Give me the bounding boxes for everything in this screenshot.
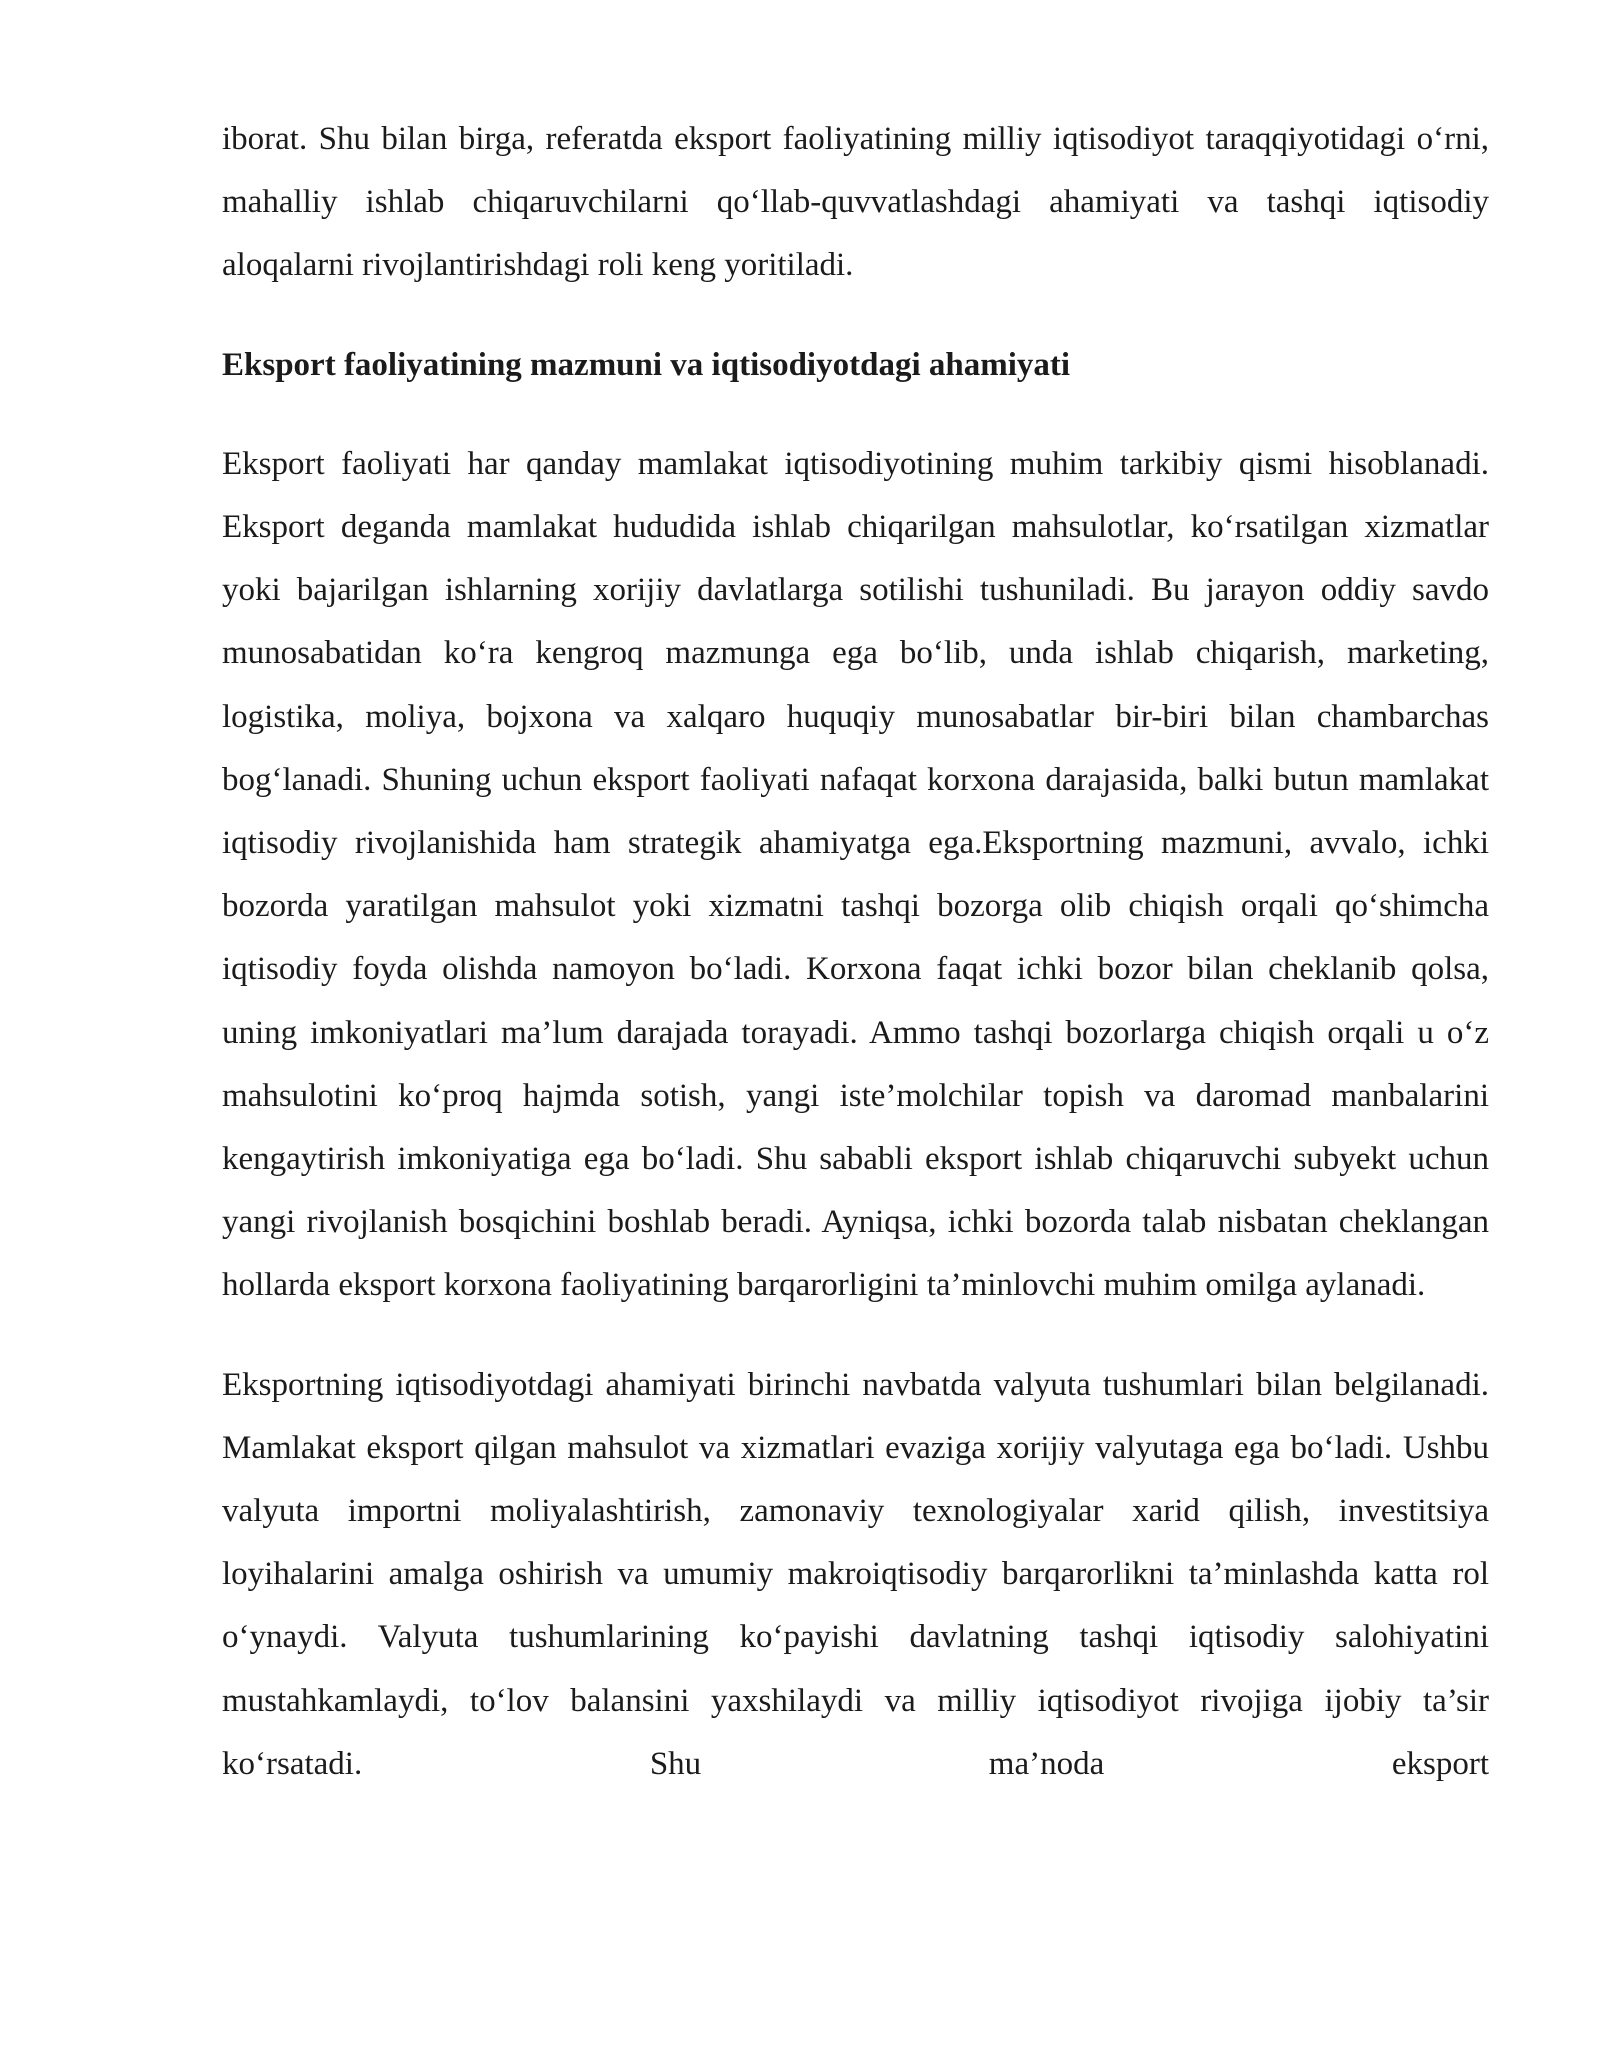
body-paragraph-1: Eksport faoliyati har qanday mamlakat iqtisodiyotining muhim tarkibiy qismi hisoblanadi. Eksport deganda mamlakat hududida ishlab chiqarilgan mahsulotlar, ko‘rsatilgan xizmatlar yoki bajarilgan ishlarning xorijiy davlatlarga sotilishi tushuniladi. Bu jarayon oddiy savdo munosabatidan ko‘ra kengroq mazmunga ega bo‘lib, unda ishlab chiqarish, marketing, logistika, moliya, bojxona va xalqaro huquqiy munosabatlar bir-biri bilan chambarchas bog‘lanadi. Shuning uchun eksport faoliyati nafaqat korxona darajasida, balki butun mamlakat iqtisodiy rivojlanishida ham strategik ahamiyatga ega.Eksportning mazmuni, avvalo, ichki bozorda yaratilgan mahsulot yoki xizmatni tashqi bozorga olib chiqish orqali qo‘shimcha iqtisodiy foyda olishda namoyon bo‘ladi. Korxona faqat ichki bozor bilan cheklanib qolsa, uning imkoniyatlari ma’lum darajada torayadi. Ammo tashqi bozorlarga chiqish orqali u o‘z mahsulotini ko‘proq hajmda sotish, yangi iste’molchilar topish va daromad manbalarini kengaytirish imkoniyatiga ega bo‘ladi. Shu sababli eksport ishlab chiqaruvchi subyekt uchun yangi rivojlanish bosqichini boshlab beradi. Ayniqsa, ichki bozorda talab nisbatan cheklangan hollarda eksport korxona faoliyatining barqarorligini ta’minlovchi muhim omilga aylanadi.	[222, 445, 1489, 1304]
document-body	[222, 108, 1489, 1796]
body-paragraph-2: Eksportning iqtisodiyotdagi ahamiyati birinchi navbatda valyuta tushumlari bilan belgilanadi. Mamlakat eksport qilgan mahsulot va xizmatlari evaziga xorijiy valyutaga ega bo‘ladi. Ushbu valyuta importni moliyalashtirish, zamonaviy texnologiyalar xarid qilish, investitsiya loyihalarini amalga oshirish va umumiy makroiqtisodiy barqarorlikni ta’minlashda katta rol o‘ynaydi. Valyuta tushumlarining ko‘payishi davlatning tashqi iqtisodiy salohiyatini mustahkamlaydi, to‘lov balansini yaxshilaydi va milliy iqtisodiyot rivojiga ijobiy ta’sir ko‘rsatadi. Shu ma’noda eksport	[222, 1366, 1489, 1782]
section-heading: Eksport faoliyatining mazmuni va iqtisodiyotdagi ahamiyati	[222, 346, 1071, 383]
intro-paragraph: iborat. Shu bilan birga, referatda eksport faoliyatining milliy iqtisodiyot taraqqiyotidagi o‘rni, mahalliy ishlab chiqaruvchilarni qo‘llab-quvvatlashdagi ahamiyati va tashqi iqtisodiy aloqalarni rivojlantirishdagi roli keng yoritiladi.	[222, 121, 1489, 284]
